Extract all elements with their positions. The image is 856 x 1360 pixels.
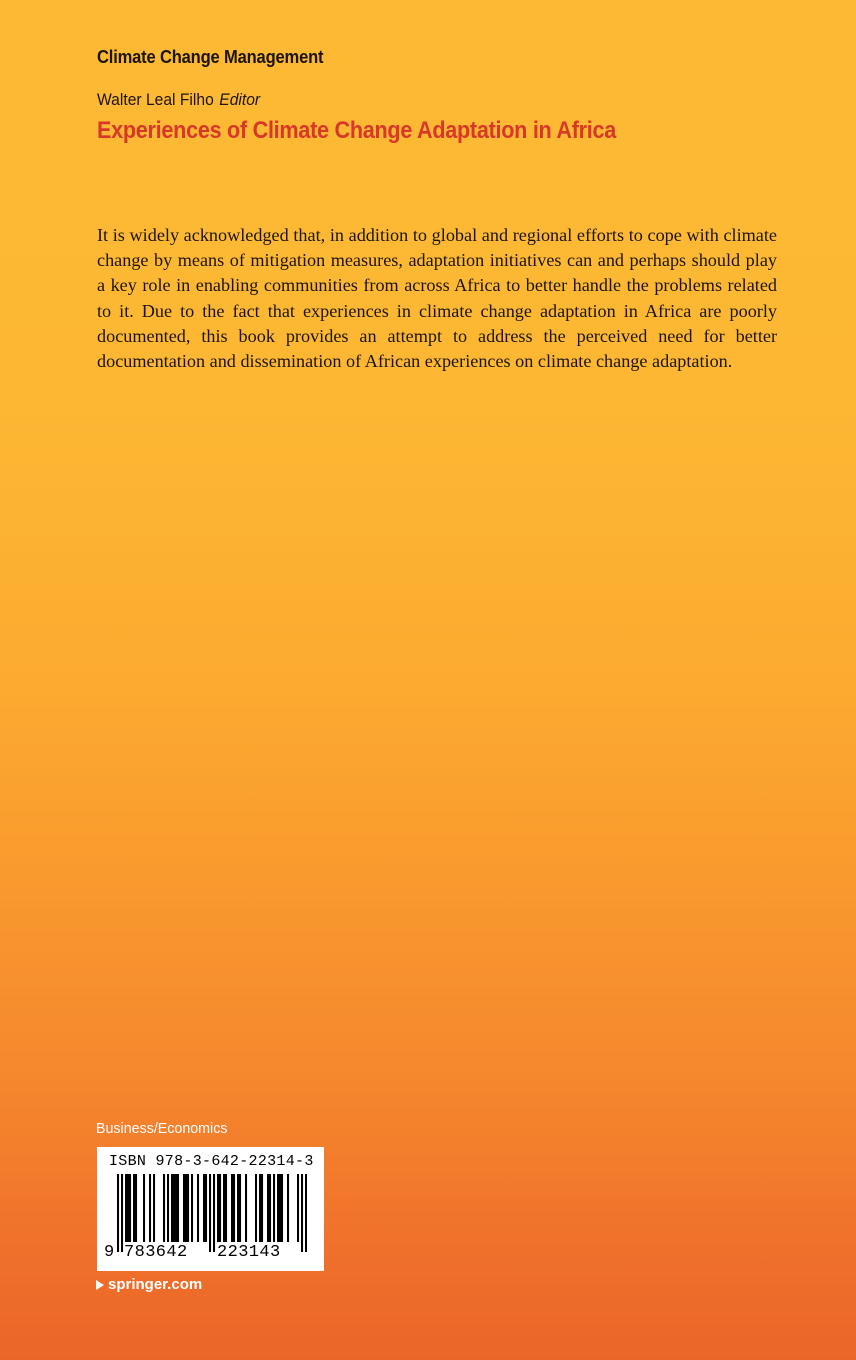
barcode-bar — [135, 1174, 137, 1242]
barcode-bar — [167, 1174, 169, 1242]
barcode-guard-bar — [213, 1174, 215, 1252]
barcode-bar — [143, 1174, 145, 1242]
barcode-bar — [203, 1174, 205, 1242]
barcode-bar — [273, 1174, 275, 1242]
book-title: Experiences of Climate Change Adaptation in Africa — [97, 117, 617, 144]
barcode-bar — [223, 1174, 225, 1242]
barcode-bar — [237, 1174, 239, 1242]
series-name: Climate Change Management — [97, 47, 324, 67]
barcode-bar — [149, 1174, 151, 1242]
arrow-right-icon — [96, 1280, 104, 1290]
barcode-bar — [259, 1174, 261, 1242]
barcode-guard-bar — [117, 1174, 119, 1252]
ean-lead-digit: 9 — [104, 1243, 115, 1262]
barcode-bar — [129, 1174, 131, 1242]
barcode-guard-bar — [301, 1174, 303, 1252]
editor-line — [97, 90, 260, 110]
barcode-bar — [225, 1174, 227, 1242]
barcode-bar — [217, 1174, 219, 1242]
barcode-bar — [239, 1174, 241, 1242]
barcode-bar — [187, 1174, 189, 1242]
barcode-bar — [191, 1174, 193, 1242]
barcode-guard-bar — [209, 1174, 211, 1252]
barcode-bar — [177, 1174, 179, 1242]
isbn-barcode — [97, 1147, 324, 1271]
barcode-bar — [171, 1174, 173, 1242]
barcode-bar — [245, 1174, 247, 1242]
barcode-bar — [173, 1174, 175, 1242]
barcode-bar — [153, 1174, 155, 1242]
barcode-bar — [127, 1174, 129, 1242]
editor-name: Walter Leal Filho — [97, 90, 214, 109]
barcode-bar — [133, 1174, 135, 1242]
barcode-bar — [197, 1174, 199, 1242]
barcode-bar — [183, 1174, 185, 1242]
barcode-bar — [125, 1174, 127, 1242]
barcode-bar — [269, 1174, 271, 1242]
barcode-guard-bar — [305, 1174, 307, 1252]
barcode-bar — [297, 1174, 299, 1242]
book-blurb: It is widely acknowledged that, in addition to global and regional efforts to cope with climate change by means of mitigation measures, adaptation initiatives can and perhaps should play a key role in enabling communities from across Africa to better handle the problems related to it. Due to the fact that experiences in climate change adaptation in Africa are poorly documented, this book provides an attempt to address the perceived need for better documentation and dissemination of African experiences on climate change adaptation. — [97, 225, 777, 372]
barcode-bar — [219, 1174, 221, 1242]
barcode-bar — [267, 1174, 269, 1242]
barcode-bar — [233, 1174, 235, 1242]
barcode-bar — [261, 1174, 263, 1242]
barcode-bar — [287, 1174, 289, 1242]
barcode-bar — [279, 1174, 281, 1242]
barcode-bar — [175, 1174, 177, 1242]
ean-right-digits: 223143 — [217, 1243, 281, 1262]
barcode-bar — [281, 1174, 283, 1242]
barcode-guard-bar — [121, 1174, 123, 1252]
isbn-label: ISBN 978-3-642-22314-3 — [109, 1153, 314, 1170]
barcode-bar — [185, 1174, 187, 1242]
ean-left-digits: 783642 — [124, 1243, 188, 1262]
editor-role: Editor — [219, 90, 261, 109]
barcode-bar — [163, 1174, 165, 1242]
publisher-link[interactable] — [96, 1276, 202, 1293]
barcode-bar — [205, 1174, 207, 1242]
barcode-bar — [255, 1174, 257, 1242]
barcode-bar — [231, 1174, 233, 1242]
publisher-url: springer.com — [108, 1276, 203, 1293]
subject-category: Business/Economics — [96, 1120, 228, 1137]
barcode-bar — [277, 1174, 279, 1242]
